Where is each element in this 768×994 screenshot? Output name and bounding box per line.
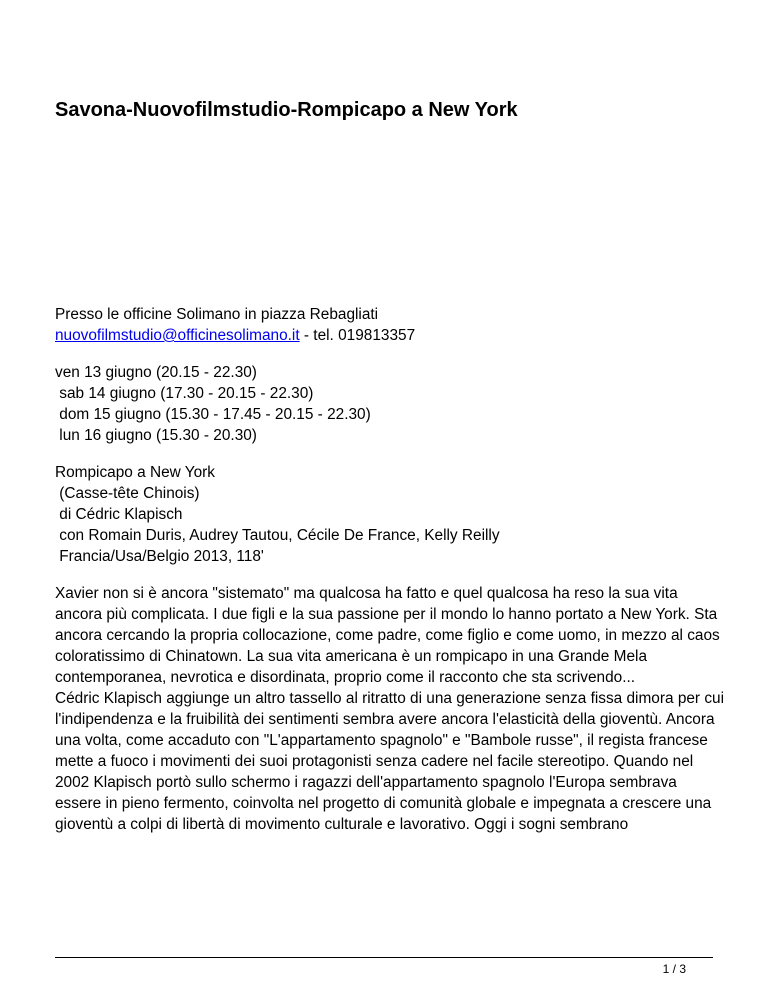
film-production: Francia/Usa/Belgio 2013, 118': [55, 548, 264, 565]
venue-phone: - tel. 019813357: [299, 327, 416, 344]
article-body: [55, 304, 725, 835]
film-title: Rompicapo a New York: [55, 464, 215, 481]
page-title: Savona-Nuovofilmstudio-Rompicapo a New York: [55, 99, 518, 121]
film-original-title: (Casse-tête Chinois): [55, 485, 200, 502]
schedule-item: dom 15 giugno (15.30 - 17.45 - 20.15 - 22.30): [55, 406, 371, 423]
screening-schedule: [55, 362, 725, 446]
schedule-item: lun 16 giugno (15.30 - 20.30): [55, 427, 257, 444]
synopsis-paragraph: Xavier non si è ancora "sistemato" ma qualcosa ha fatto e quel qualcosa ha reso la sua vita ancora più complicata. I due figli e la sua passione per il mondo lo hanno portato a New York. Sta ancora cercando la propria collocazione, come padre, come figlio e come uomo, in mezzo al caos coloratissimo di Chinatown. La sua vita americana è un rompicapo in una Grande Mela contemporanea, nevrotica e disordinata, proprio come il racconto che sta scrivendo...: [55, 585, 720, 686]
page-number: 1 / 3: [662, 962, 686, 976]
film-details: [55, 462, 725, 567]
footer-divider: [55, 957, 713, 958]
schedule-item: sab 14 giugno (17.30 - 20.15 - 22.30): [55, 385, 314, 402]
venue-info: [55, 304, 725, 346]
email-link[interactable]: nuovofilmstudio@officinesolimano.it: [55, 327, 300, 344]
venue-address: Presso le officine Solimano in piazza Rebagliati: [55, 306, 379, 323]
film-director: di Cédric Klapisch: [55, 506, 183, 523]
film-cast: con Romain Duris, Audrey Tautou, Cécile De France, Kelly Reilly: [55, 527, 500, 544]
schedule-item: ven 13 giugno (20.15 - 22.30): [55, 364, 257, 381]
review-paragraph: Cédric Klapisch aggiunge un altro tassello al ritratto di una generazione senza fissa dimora per cui l'indipendenza e la fruibilità dei sentimenti sembra avere ancora l'elasticità della gioventù. Ancora una volta, come accaduto con "L'appartamento spagnolo" e "Bambole russe", il regista francese mette a fuoco i movimenti dei suoi protagonisti senza cadere nel facile stereotipo. Quando nel 2002 Klapisch portò sullo schermo i ragazzi dell'appartamento spagnolo l'Europa sembrava essere in pieno fermento, coinvolta nel progetto di comunità globale e impegnata a crescere una gioventù a colpi di libertà di movimento culturale e lavorativo. Oggi i sogni sembrano: [55, 690, 725, 833]
venue-contact: [55, 325, 725, 346]
